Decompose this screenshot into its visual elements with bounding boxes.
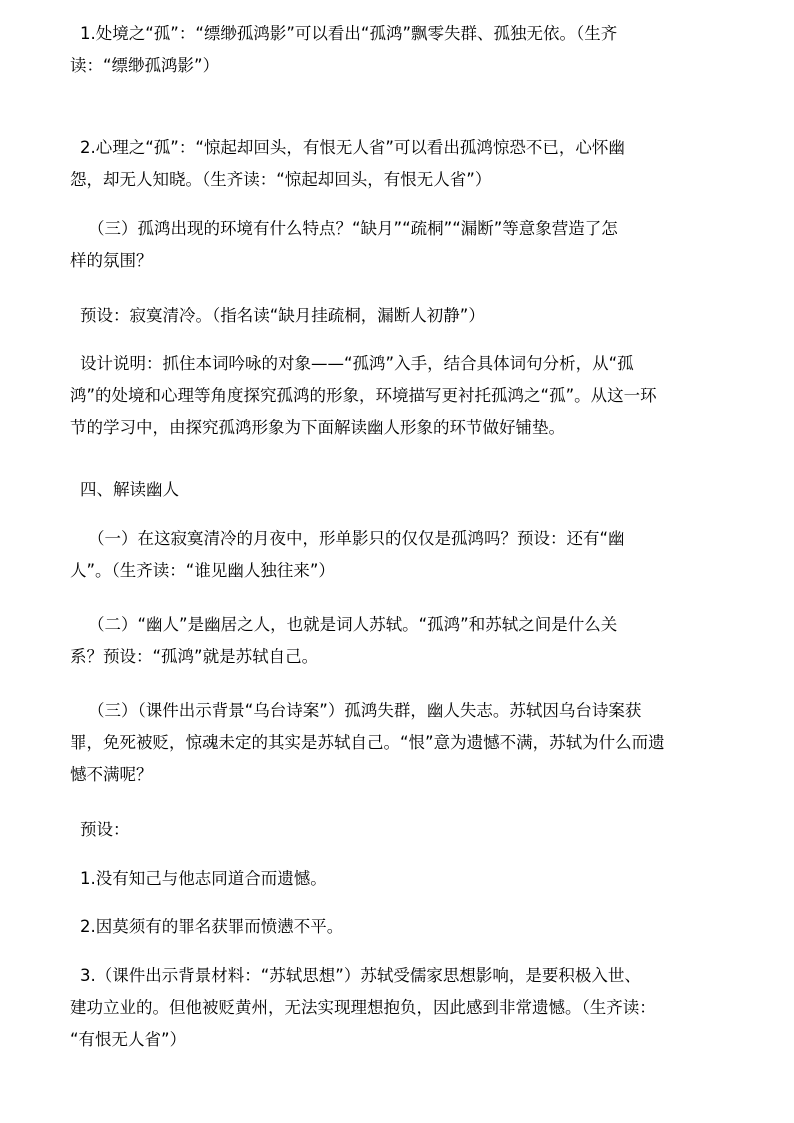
text-line: （三）（课件出示背景“乌台诗案”）孤鸿失群，幽人失志。苏轼因乌台诗案获 — [88, 701, 642, 720]
text-line: 人”。（生齐读：“谁见幽人独往来”） — [70, 561, 335, 580]
paragraph-mind-lonely — [70, 132, 728, 196]
text-line: “有恨无人省”） — [70, 1030, 187, 1049]
paragraph-design-note — [70, 348, 728, 444]
paragraph-environment-question — [70, 213, 728, 277]
paragraph-question-two — [70, 609, 728, 673]
text-line: 怨，却无人知晓。（生齐读：“惊起却回头，有恨无人省”） — [70, 170, 492, 189]
text-line: （三）孤鸿出现的环境有什么特点？“缺月”“疏桐”“漏断”等意象营造了怎 — [88, 219, 618, 238]
text-line: 样的氛围？ — [70, 251, 153, 270]
text-line: 3.（课件出示背景材料：“苏轼思想”）苏轼受儒家思想影响，是要积极入世、 — [80, 966, 641, 985]
text-line: 鸿”的处境和心理等角度探究孤鸿的形象，环境描写更衬托孤鸿之“孤”。从这一环 — [70, 386, 657, 405]
section-heading-interpret-recluse — [78, 474, 728, 506]
text-line: 1.处境之“孤”：“缥缈孤鸿影”可以看出“孤鸿”飘零失群、孤独无依。（生齐 — [80, 24, 618, 43]
text-line: 2.心理之“孤”：“惊起却回头，有恨无人省”可以看出孤鸿惊恐不已，心怀幽 — [80, 138, 625, 157]
text-line: 设计说明：抓住本词吟咏的对象——“孤鸿”入手，结合具体词句分析，从“孤 — [80, 354, 634, 373]
text-line: （二）“幽人”是幽居之人，也就是词人苏轼。“孤鸿”和苏轼之间是什么关 — [88, 615, 618, 634]
text-line: 读：“缥缈孤鸿影”） — [70, 56, 220, 75]
list-item-confucian-thought — [70, 960, 728, 1056]
text-line: （一）在这寂寞清冷的月夜中，形单影只的仅仅是孤鸿吗？预设：还有“幽 — [88, 529, 625, 548]
paragraph-preset-answer — [78, 300, 728, 332]
text-line: 四、解读幽人 — [80, 480, 179, 499]
text-line: 预设： — [80, 820, 130, 839]
text-line: 系？预设：“孤鸿”就是苏轼自己。 — [70, 647, 319, 666]
text-line: 节的学习中，由探究孤鸿形象为下面解读幽人形象的环节做好铺垫。 — [70, 418, 565, 437]
text-line: 1.没有知己与他志同道合而遗憾。 — [80, 869, 327, 888]
text-line: 预设：寂寞清冷。（指名读“缺月挂疏桐，漏断人初静”） — [80, 306, 485, 325]
paragraph-question-one — [70, 523, 728, 587]
paragraph-question-three — [70, 695, 728, 791]
text-line: 建功立业的。但他被贬黄州，无法实现理想抱负，因此感到非常遗憾。（生齐读： — [70, 998, 656, 1017]
text-line: 罪，免死被贬，惊魂未定的其实是苏轼自己。“恨”意为遗憾不满，苏轼为什么而遗 — [70, 733, 665, 752]
paragraph-preset-label — [78, 814, 728, 846]
list-item-false-charge — [78, 911, 728, 943]
paragraph-situation-lonely — [70, 18, 728, 82]
text-line: 2.因莫须有的罪名获罪而愤懑不平。 — [80, 917, 344, 936]
text-line: 憾不满呢？ — [70, 765, 153, 784]
list-item-no-confidant — [78, 863, 728, 895]
